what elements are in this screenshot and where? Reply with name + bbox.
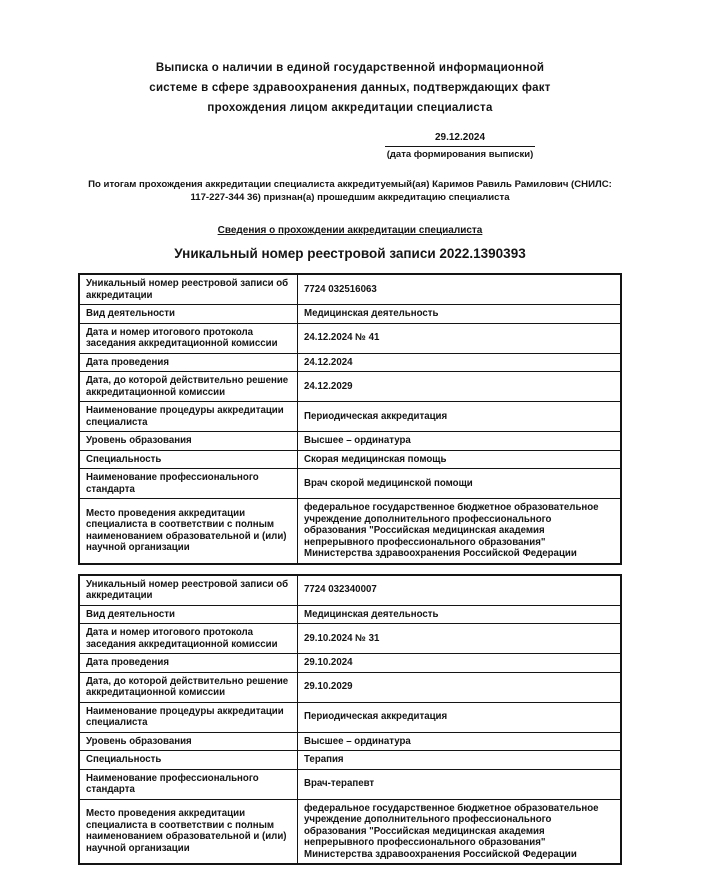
row-label: Место проведения аккредитации специалиста в соответствии с полным наименованием образовательной и (или) научной организации bbox=[79, 799, 298, 864]
row-value: Терапия bbox=[298, 751, 622, 770]
row-label: Дата, до которой действительно решение аккредитационной комиссии bbox=[79, 372, 298, 402]
table-row bbox=[79, 450, 621, 469]
row-value: федеральное государственное бюджетное образовательное учреждение дополнительного профессионального образования "Российская медицинская академия непрерывного профессионального образования" Министерства здравоохранения Российской Федерации bbox=[298, 799, 622, 864]
row-label: Место проведения аккредитации специалиста в соответствии с полным наименованием образовательной и (или) научной организации bbox=[79, 499, 298, 564]
section-heading: Сведения о прохождении аккредитации специалиста bbox=[217, 225, 483, 236]
row-label: Дата, до которой действительно решение аккредитационной комиссии bbox=[79, 672, 298, 702]
table-row bbox=[79, 469, 621, 499]
formation-date-block bbox=[385, 132, 535, 160]
table-row bbox=[79, 605, 621, 624]
table-row bbox=[79, 305, 621, 324]
table-row bbox=[79, 672, 621, 702]
formation-date: 29.12.2024 bbox=[385, 132, 535, 147]
table-row bbox=[79, 499, 621, 564]
accreditation-table-2 bbox=[78, 574, 622, 866]
registry-number-heading: Уникальный номер реестровой записи 2022.1390393 bbox=[174, 246, 526, 261]
row-value: 7724 032340007 bbox=[298, 575, 622, 606]
row-value: 29.10.2029 bbox=[298, 672, 622, 702]
row-label: Дата и номер итогового протокола заседания аккредитационной комиссии bbox=[79, 323, 298, 353]
row-label: Вид деятельности bbox=[79, 305, 298, 324]
row-label: Наименование процедуры аккредитации специалиста bbox=[79, 402, 298, 432]
row-value: 24.12.2029 bbox=[298, 372, 622, 402]
table-row bbox=[79, 353, 621, 372]
table-row bbox=[79, 575, 621, 606]
table-row bbox=[79, 769, 621, 799]
page-title-line-1: Выписка о наличии в единой государственной информационной bbox=[155, 62, 545, 74]
row-value: 29.10.2024 № 31 bbox=[298, 624, 622, 654]
table-row bbox=[79, 654, 621, 673]
row-value: Высшее – ординатура bbox=[298, 432, 622, 451]
row-value: Медицинская деятельность bbox=[298, 305, 622, 324]
row-value: 7724 032516063 bbox=[298, 274, 622, 305]
row-label: Специальность bbox=[79, 751, 298, 770]
row-label: Дата проведения bbox=[79, 654, 298, 673]
accreditation-table-1 bbox=[78, 273, 622, 565]
table-row bbox=[79, 402, 621, 432]
table-row bbox=[79, 323, 621, 353]
page-title bbox=[78, 58, 622, 118]
row-label: Уровень образования bbox=[79, 432, 298, 451]
table-row bbox=[79, 751, 621, 770]
table-row bbox=[79, 372, 621, 402]
row-value: Высшее – ординатура bbox=[298, 732, 622, 751]
row-label: Уровень образования bbox=[79, 732, 298, 751]
row-value: 24.12.2024 bbox=[298, 353, 622, 372]
intro-paragraph: По итогам прохождения аккредитации специалиста аккредитуемый(ая) Каримов Равиль Рамилович (СНИЛС: 117-227-344 36) признан(а) прошедшим аккредитацию специалиста bbox=[88, 179, 612, 203]
row-label: Наименование профессионального стандарта bbox=[79, 769, 298, 799]
row-value: Скорая медицинская помощь bbox=[298, 450, 622, 469]
table-row bbox=[79, 732, 621, 751]
row-value: федеральное государственное бюджетное образовательное учреждение дополнительного профессионального образования "Российская медицинская академия непрерывного профессионального образования" Министерства здравоохранения Российской Федерации bbox=[298, 499, 622, 564]
row-label: Наименование процедуры аккредитации специалиста bbox=[79, 702, 298, 732]
table-row bbox=[79, 702, 621, 732]
row-value: Врач скорой медицинской помощи bbox=[298, 469, 622, 499]
row-value: 29.10.2024 bbox=[298, 654, 622, 673]
table-row bbox=[79, 274, 621, 305]
table-row bbox=[79, 432, 621, 451]
row-label: Вид деятельности bbox=[79, 605, 298, 624]
row-label: Уникальный номер реестровой записи об аккредитации bbox=[79, 575, 298, 606]
row-value: Периодическая аккредитация bbox=[298, 402, 622, 432]
page-title-line-2: системе в сфере здравоохранения данных, подтверждающих факт bbox=[149, 82, 551, 94]
row-value: Медицинская деятельность bbox=[298, 605, 622, 624]
table-row bbox=[79, 799, 621, 864]
page-title-line-3: прохождения лицом аккредитации специалиста bbox=[207, 102, 493, 114]
row-label: Наименование профессионального стандарта bbox=[79, 469, 298, 499]
row-value: Врач-терапевт bbox=[298, 769, 622, 799]
row-label: Дата и номер итогового протокола заседания аккредитационной комиссии bbox=[79, 624, 298, 654]
table-row bbox=[79, 624, 621, 654]
row-label: Специальность bbox=[79, 450, 298, 469]
formation-date-label: (дата формирования выписки) bbox=[386, 149, 534, 160]
row-value: 24.12.2024 № 41 bbox=[298, 323, 622, 353]
row-label: Дата проведения bbox=[79, 353, 298, 372]
row-label: Уникальный номер реестровой записи об аккредитации bbox=[79, 274, 298, 305]
row-value: Периодическая аккредитация bbox=[298, 702, 622, 732]
